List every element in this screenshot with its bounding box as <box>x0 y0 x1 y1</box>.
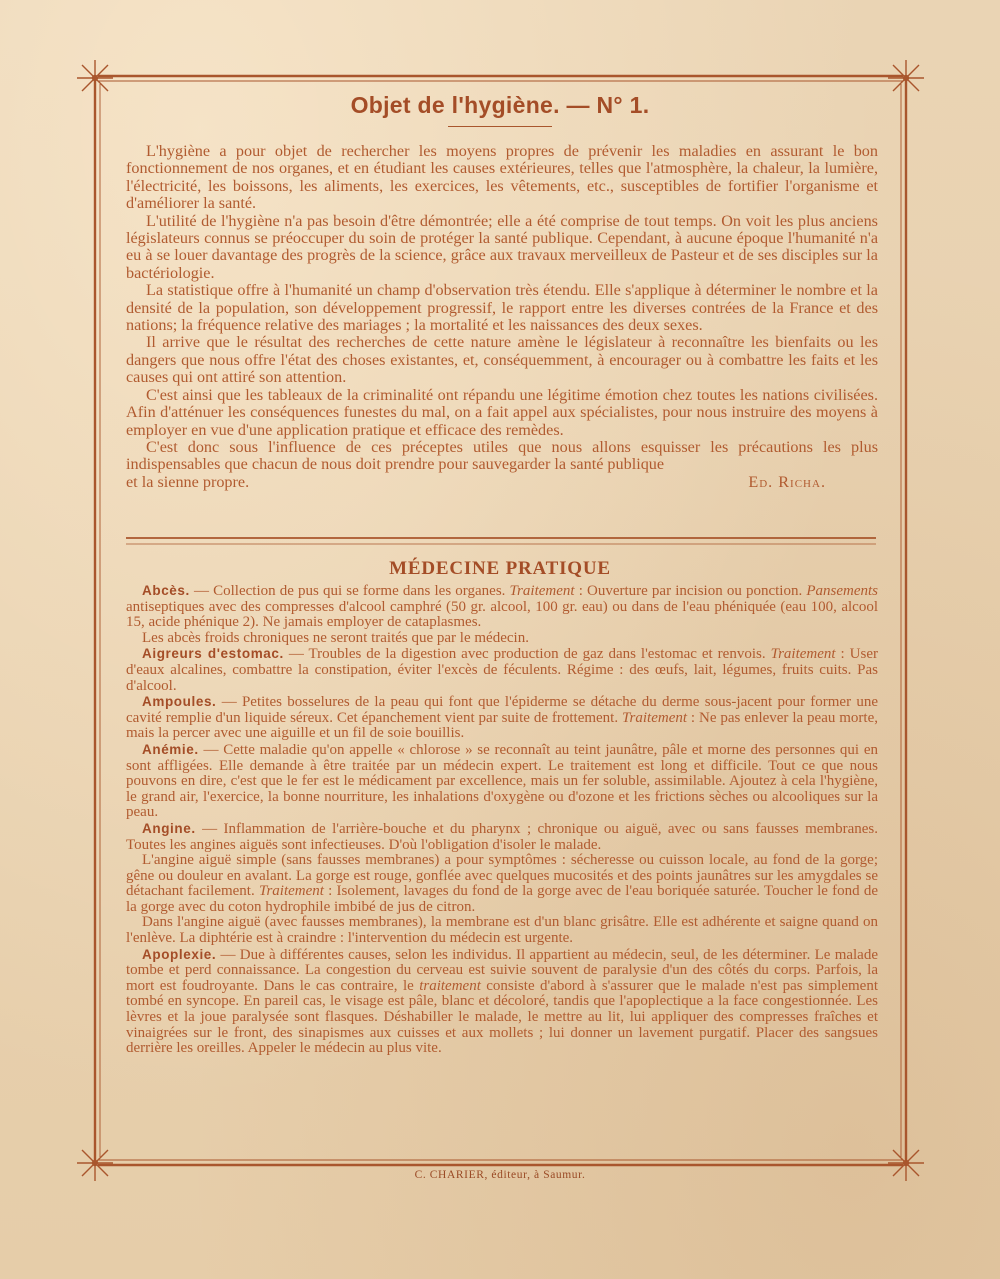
intro-closing-text: et la sienne propre. <box>126 472 250 491</box>
entry-term: Abcès. <box>142 583 190 598</box>
entry-angine-warning: Dans l'angine aiguë (avec fausses membranes), la membrane est d'un blanc grisâtre. Elle est adhérente et saigne quand on l'enlève. La diphtérie est à craindre : l'intervention du médecin est urgente. <box>126 914 878 947</box>
intro-paragraph: La statistique offre à l'humanité un champ d'observation très étendu. Elle s'applique à déterminer le nombre et la densité de la population, son développement progressif, le rapport entre les diverses contrées de la France et des nations; la fréquence relative des mariages ; la mortalité et les naissances des deux sexes. <box>126 281 878 335</box>
intro-paragraph: Il arrive que le résultat des recherches de cette nature amène le législateur à reconnaître les bienfaits ou les dangers que nous offre l'état des choses existantes, et, conséquemment, à encourager ou à combattre les faits et les causes qui ont attiré son attention. <box>126 333 878 387</box>
intro-paragraph: C'est donc sous l'influence de ces préceptes utiles que nous allons esquisser les précautions les plus indispensables que chacun de nous doit prendre pour sauvegarder la santé publique <box>126 437 878 474</box>
entry-term: Ampoules. <box>142 694 217 710</box>
entry-text: — Collection de pus qui se forme dans les organes. <box>189 583 510 599</box>
entry-text: — Petites bosselures de la peau qui font que l'épiderme se détache du derme sous-jacent pour former une cavité remplie d'un liquide séreux. Cet épanchement vient par suite de frottement. <box>126 694 878 726</box>
entry-italic: Traitement <box>770 646 836 663</box>
entry-term: Aigreurs d'estomac. <box>142 646 284 662</box>
entry-term: Apoplexie. <box>142 946 217 962</box>
entry-text: — Inflammation de l'arrière-bouche et du pharynx ; chronique ou aiguë, avec ou sans fausses membranes. Toutes les angines aiguës sont infectieuses. D'où l'obligation d'isoler le malade. <box>126 820 878 853</box>
entry-italic: Traitement <box>622 709 688 726</box>
author-signature: Ed. Richa. <box>748 472 826 491</box>
entry-note: Les abcès froids chroniques ne seront traités que par le médecin. <box>142 629 529 646</box>
entry-italic: traitement <box>419 977 481 994</box>
entry-text: : User d'eaux alcalines, combattre la constipation, éviter l'excès de féculents. Régime : des œufs, lait, légumes, fruits cuits. Pas d'alcool. <box>126 646 878 694</box>
entry-italic: Traitement <box>509 583 575 599</box>
entry-text: : Ne pas enlever la peau morte, mais la percer avec une aiguille et un fil de soie bouillis. <box>126 709 879 742</box>
entry-text: — Cette maladie qu'on appelle « chlorose » se reconnaît au teint jaunâtre, pâle et morne des personnes qui en sont affligées. Elle demande à être traitée par un médecin expert. Le traitement est long et difficile. Tout ce que nous pouvons en dire, c'est que le fer est le médicament par excellence, mais un fer soluble, assimilable. Ajoutez à cela l'hygiène, le grand air, l'exercice, la bonne nourriture, les inhalations d'oxygène ou d'ozone et les frictions sèches ou alcooliques sur la peau. <box>126 741 878 821</box>
intro-paragraph: L'hygiène a pour objet de rechercher les moyens propres de prévenir les maladies en assurant le bon fonctionnement de nos organes, et en étudiant les causes extérieures, telles que l'atmosphère, la chaleur, la lumière, l'électricité, les boissons, les aliments, les exercices, les vêtements, etc., susceptibles de fortifier l'organisme et d'améliorer la santé. <box>126 142 878 213</box>
entry-text: — Due à différentes causes, selon les individus. Il appartient au médecin, seul, de les déterminer. Le malade tombe et perd connaissance. La congestion du cerveau est suivie souvent de paralysie d'un des côtés du corps. Parfois, la mort est foudroyante. Dans le cas contraire, le <box>126 946 878 994</box>
entry-text: : Isolement, lavages du fond de la gorge avec de l'eau boriquée saturée. Toucher le fond de la gorge avec du coton hydrophile imbibé de jus de citron. <box>126 883 879 915</box>
entry-italic: Traitement <box>258 883 324 900</box>
entry-text: L'angine aiguë simple (sans fausses membranes) a pour symptômes : sécheresse ou cuisson locale, au fond de la gorge; gêne ou douleur en avalant. La gorge est rouge, gonflée avec quelques mucosités et des points jaunâtres sur les amygdales se détachant facilement. <box>126 852 878 900</box>
entry-angine <box>126 821 878 853</box>
entry-text: consiste d'abord à s'assurer que le malade n'est pas simplement tombé en syncope. En pareil cas, le visage est pâle, blanc et décoloré, tandis que l'apoplectique a la face congestionnée. Les lèvres et la joue paralysée sont flasques. Déshabiller le malade, le mettre au lit, lui appliquer des compresses fraîches et vinaigrées sur le front, des sinapismes aux cuisses et aux mollets ; lui donner un lavement purgatif. Placer des sangsues derrière les oreilles. Appeler le médecin au plus vite. <box>126 977 878 1057</box>
section-title: MÉDECINE PRATIQUE <box>389 558 611 579</box>
entry-abces <box>126 583 878 631</box>
entry-italic: Pansements <box>806 583 878 599</box>
title-underline <box>448 126 552 127</box>
entry-anemie <box>126 742 878 821</box>
signature-line <box>126 474 878 491</box>
medical-entries <box>126 583 878 1057</box>
intro-text <box>126 143 878 491</box>
intro-paragraph: C'est ainsi que les tableaux de la criminalité ont répandu une légitime émotion chez toutes les nations civilisées. Afin d'atténuer les conséquences funestes du mal, on a fait appel aux spécialistes, pour nous instruire des moyens à employer en vue d'une application pratique et efficace des remèdes. <box>126 385 878 439</box>
entry-ampoules <box>126 694 878 742</box>
entry-apoplexie <box>126 947 878 1057</box>
entry-term: Angine. <box>142 820 196 836</box>
publisher-footer: C. CHARIER, éditeur, à Saumur. <box>414 1169 586 1181</box>
page-title: Objet de l'hygiène. — N° 1. <box>350 92 650 118</box>
intro-paragraph: L'utilité de l'hygiène n'a pas besoin d'être démontrée; elle a été comprise de tout temps. On voit les plus anciens législateurs connus se préoccuper du soin de protéger la santé publique. Cependant, à aucune époque l'humanité n'a eu à se louer davantage des progrès de la science, grâce aux travaux merveilleux de Pasteur et de ses disciples sur la bactériologie. <box>126 211 878 282</box>
entry-text: — Troubles de la digestion avec production de gaz dans l'estomac et renvois. <box>283 646 771 663</box>
entry-angine-detail <box>126 853 878 915</box>
entry-term: Anémie. <box>142 741 199 757</box>
entry-text: : Ouverture par incision ou ponction. <box>574 583 807 599</box>
entry-text: antiseptiques avec des compresses d'alcool camphré (50 gr. alcool, 100 gr. eau) ou dans de l'eau phéniquée (eau 100, alcool 15, acide phénique 2). Ne jamais employer de cataplasmes. <box>126 598 878 631</box>
entry-aigreurs <box>126 646 878 694</box>
